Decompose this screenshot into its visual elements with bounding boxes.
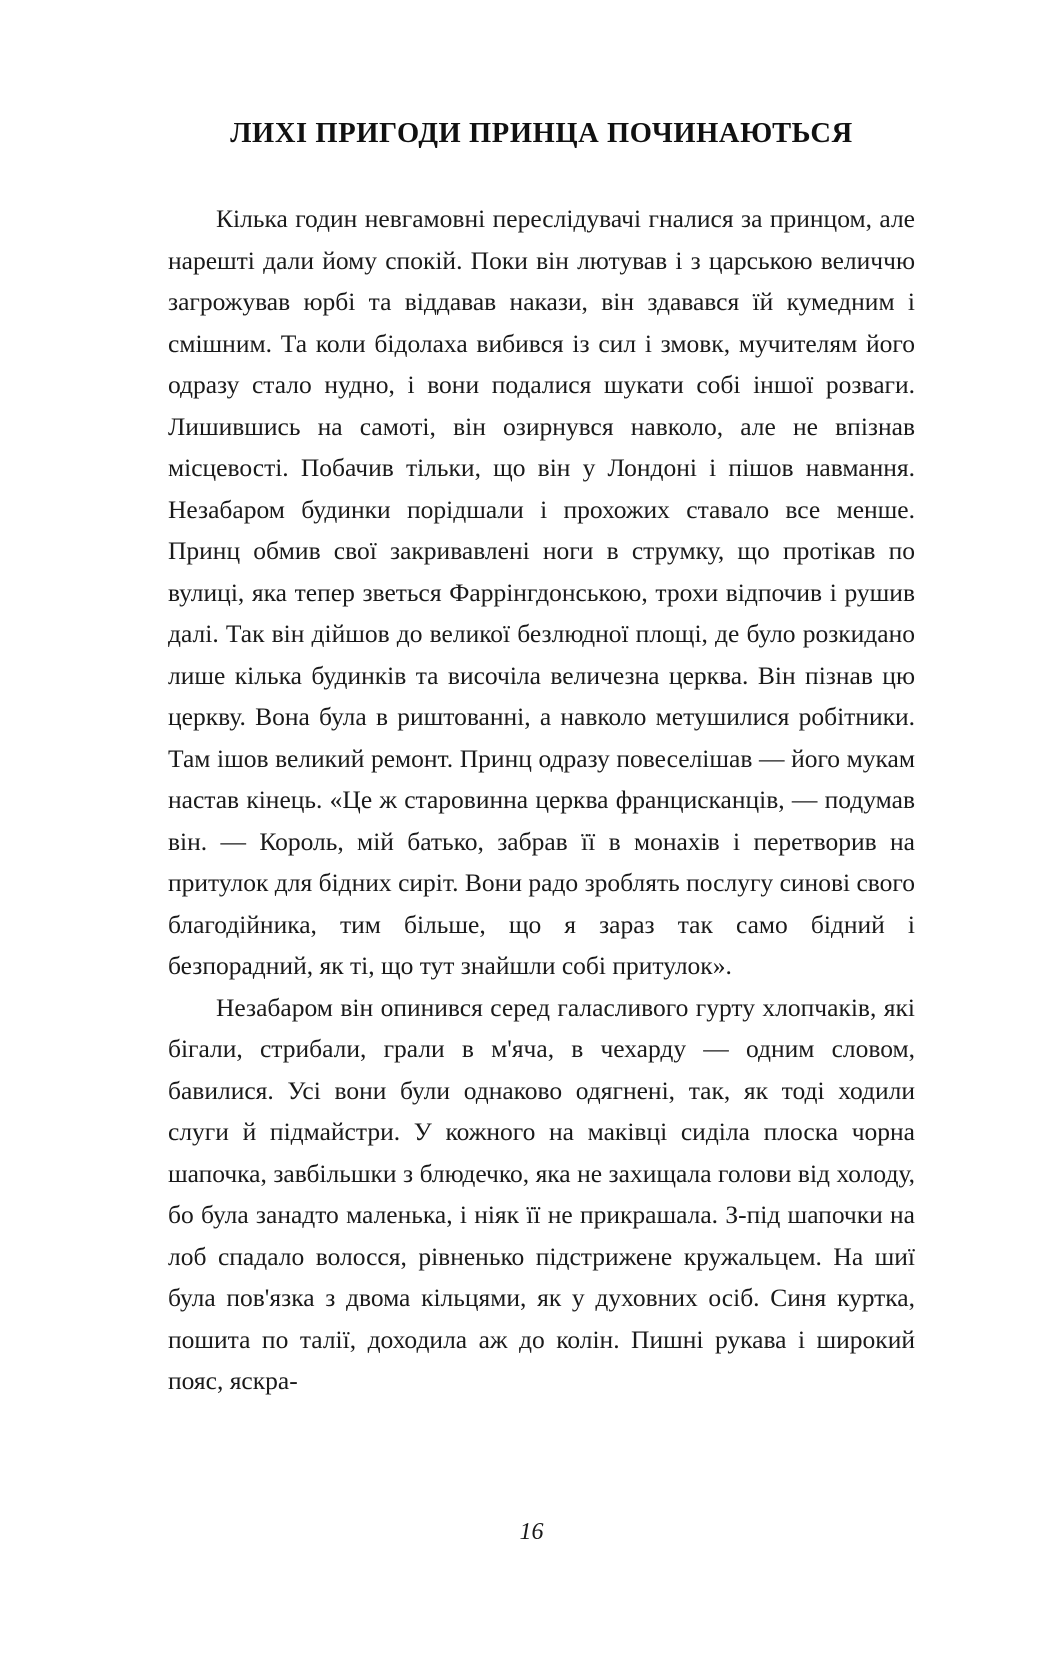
paragraph: Незабаром він опинився серед галасливого гурту хлопчаків, які бігали, стрибали, грали в м'яча, в чехарду — одним словом, бавилися. Усі вони були однаково одягнені, так, як тоді ходили слуги й підмайстри. У кожного на маківці сиділа плоска чорна шапочка, завбільшки з блюдечко, яка не захищала голови від холоду, бо була занадто маленька, і ніяк її не прикрашала. З-під шапочки на лоб спадало волосся, рівненько підстрижене кружальцем. На шиї була пов'язка з двома кільцями, як у духовних осіб. Синя куртка, пошита по талії, доходила аж до колін. Пишні рукава і широкий пояс, яскра-	[168, 992, 915, 1395]
body-text	[168, 198, 915, 1402]
chapter-title: ЛИХІ ПРИГОДИ ПРИНЦА ПОЧИНАЮТЬСЯ	[230, 118, 853, 149]
paragraph: Кілька годин невгамовні переслідувачі гналися за принцом, але нарешті дали йому спокій. Поки він лютував і з царською величчю загрожував юрбі та віддавав накази, він здавався їй кумедним і смішним. Та коли бідолаха вибився із сил і змовк, мучителям його одразу стало нудно, і вони подалися шукати собі іншої розваги. Лишившись на самоті, він озирнувся навколо, але не впізнав місцевості. Побачив тільки, що він у Лондоні і пішов навмання. Незабаром будинки порідшали і прохожих ставало все менше. Принц обмив свої закривавлені ноги в струмку, що протікав по вулиці, яка тепер зветься Фаррінгдонською, трохи відпочив і рушив далі. Так він дійшов до великої безлюдної площі, де було розкидано лише кілька будинків та височіла величезна церква. Він пізнав цю церкву. Вона була в риштованні, а навколо метушилися робітники. Там ішов великий ремонт. Принц одразу повеселішав — його мукам настав кінець. «Це ж старовинна церква францисканців, — подумав він. — Король, мій батько, забрав її в монахів і перетворив на притулок для бідних сиріт. Вони радо зроблять послугу синові свого благодійника, тим більше, що я зараз так само бідний і безпорадний, як ті, що тут знайшли собі притулок».	[168, 204, 915, 980]
page-number: 16	[519, 1519, 544, 1545]
